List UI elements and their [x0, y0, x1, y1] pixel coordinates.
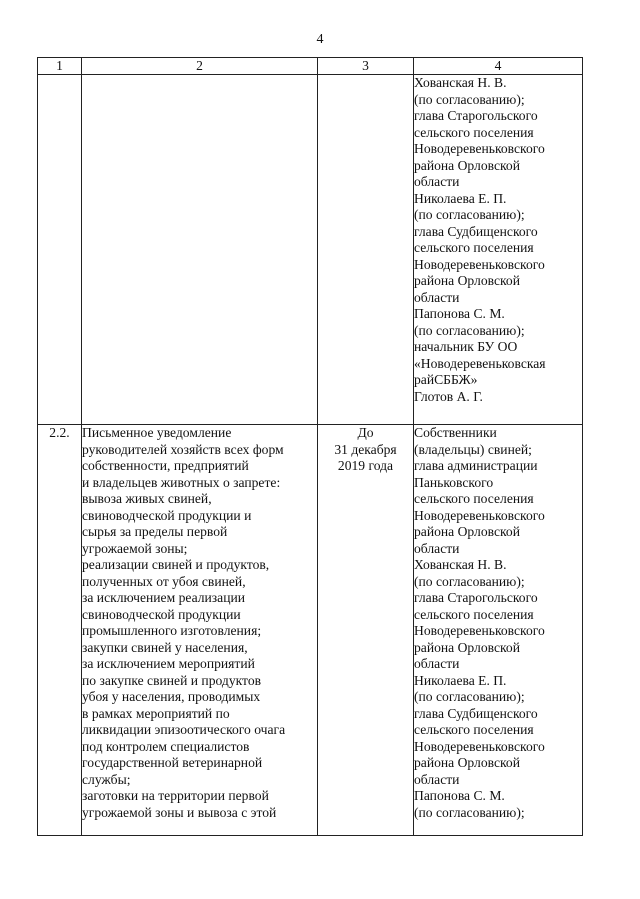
text-line: заготовки на территории первой	[82, 788, 269, 803]
text-line: реализации свиней и продуктов,	[82, 557, 270, 572]
text-line: (по согласованию);	[414, 207, 525, 222]
text-line: угрожаемой зоны;	[82, 540, 188, 556]
row-responsible	[414, 425, 583, 836]
row-description-lines	[82, 425, 317, 821]
text-line: 2019 года	[337, 458, 394, 473]
text-line: закупки свиней у населения,	[82, 639, 248, 655]
text-line: Новодеревеньковского	[414, 738, 545, 754]
text-line: области	[414, 174, 460, 189]
text-line: области	[414, 656, 460, 671]
text-line: сельского поселения	[414, 722, 534, 737]
text-line: глава Старогольского	[414, 590, 538, 605]
row-number: 2.2.	[38, 425, 82, 836]
text-line: государственной ветеринарной	[82, 755, 263, 770]
text-line: Паньковского	[414, 474, 494, 490]
header-col-3: 3	[318, 58, 414, 75]
text-line: области	[414, 289, 460, 305]
text-line: промышленного изготовления;	[82, 623, 262, 638]
text-line: райСББЖ»	[414, 372, 478, 387]
text-line: (по согласованию);	[414, 573, 525, 589]
header-col-1: 1	[38, 58, 82, 75]
text-line: начальник БУ ОО	[414, 339, 518, 354]
continuation-row	[38, 75, 583, 425]
text-line: Глотов А. Г.	[414, 388, 483, 404]
text-line: собственности, предприятий	[82, 458, 249, 473]
text-line: района Орловской	[414, 755, 520, 770]
text-line: глава Судбищенского	[414, 223, 538, 239]
text-line: глава Старогольского	[414, 108, 538, 123]
text-line: (владельцы) свиней;	[414, 441, 532, 457]
text-line: Папонова С. М.	[414, 306, 505, 321]
text-line: ликвидации эпизоотического очага	[82, 722, 286, 737]
text-line: Новодеревеньковского	[414, 623, 545, 638]
row-responsible-lines	[414, 425, 582, 821]
text-line: (по согласованию);	[414, 91, 525, 107]
text-line: Письменное уведомление	[82, 425, 232, 440]
measures-table	[37, 57, 583, 836]
text-line: угрожаемой зоны и вывоза с этой	[82, 804, 277, 820]
text-line: убоя у населения, проводимых	[82, 689, 261, 704]
text-line: До	[357, 425, 374, 440]
text-line: свиноводческой продукции и	[82, 507, 252, 523]
text-line: по закупке свиней и продуктов	[82, 672, 262, 688]
text-line: (по согласованию);	[414, 689, 525, 704]
row-description	[82, 425, 318, 836]
continuation-responsible-cell	[414, 75, 583, 425]
table-row-2-2	[38, 425, 583, 836]
text-line: сельского поселения	[414, 606, 534, 622]
page-number: 4	[316, 32, 324, 47]
text-line: Новодеревеньковского	[414, 256, 545, 272]
text-line: службы;	[82, 771, 131, 787]
text-line: Хованская Н. В.	[414, 75, 507, 90]
text-line: сырья за пределы первой	[82, 524, 228, 539]
text-line: вывоза живых свиней,	[82, 491, 212, 506]
text-line: сельского поселения	[414, 124, 534, 140]
text-line: глава администрации	[414, 458, 538, 473]
text-line: и владельцев животных о запрете:	[82, 474, 281, 490]
continuation-description-cell	[82, 75, 318, 425]
text-line: района Орловской	[414, 157, 520, 173]
text-line: сельского поселения	[414, 240, 534, 255]
continuation-number-cell	[38, 75, 82, 425]
text-line: района Орловской	[414, 273, 520, 288]
text-line: за исключением реализации	[82, 590, 246, 605]
text-line: Хованская Н. В.	[414, 557, 507, 572]
text-line: руководителей хозяйств всех форм	[82, 441, 284, 457]
continuation-deadline-cell	[318, 75, 414, 425]
text-line: за исключением мероприятий	[82, 656, 255, 671]
text-line: в рамках мероприятий по	[82, 705, 230, 721]
row-deadline	[318, 425, 414, 836]
text-line: области	[414, 540, 460, 556]
text-line: под контролем специалистов	[82, 738, 250, 754]
text-line: полученных от убоя свиней,	[82, 573, 246, 589]
text-line: Николаева Е. П.	[414, 190, 507, 206]
text-line: области	[414, 771, 460, 787]
text-line: Новодеревеньковского	[414, 507, 545, 523]
continuation-responsible-lines	[414, 75, 582, 405]
text-line: сельского поселения	[414, 491, 534, 506]
text-line: «Новодеревеньковская	[414, 355, 546, 371]
text-line: Новодеревеньковского	[414, 141, 545, 156]
header-col-2: 2	[82, 58, 318, 75]
header-col-4: 4	[414, 58, 583, 75]
text-line: Собственники	[414, 425, 497, 440]
text-line: свиноводческой продукции	[82, 606, 241, 622]
row-deadline-lines	[318, 425, 413, 475]
text-line: Папонова С. М.	[414, 788, 505, 803]
text-line: района Орловской	[414, 639, 520, 655]
text-line: (по согласованию);	[414, 322, 525, 338]
text-line: Николаева Е. П.	[414, 672, 507, 688]
text-line: (по согласованию);	[414, 804, 525, 820]
text-line: района Орловской	[414, 524, 520, 539]
header-row	[38, 58, 583, 75]
text-line: глава Судбищенского	[414, 705, 538, 721]
text-line: 31 декабря	[334, 441, 397, 457]
